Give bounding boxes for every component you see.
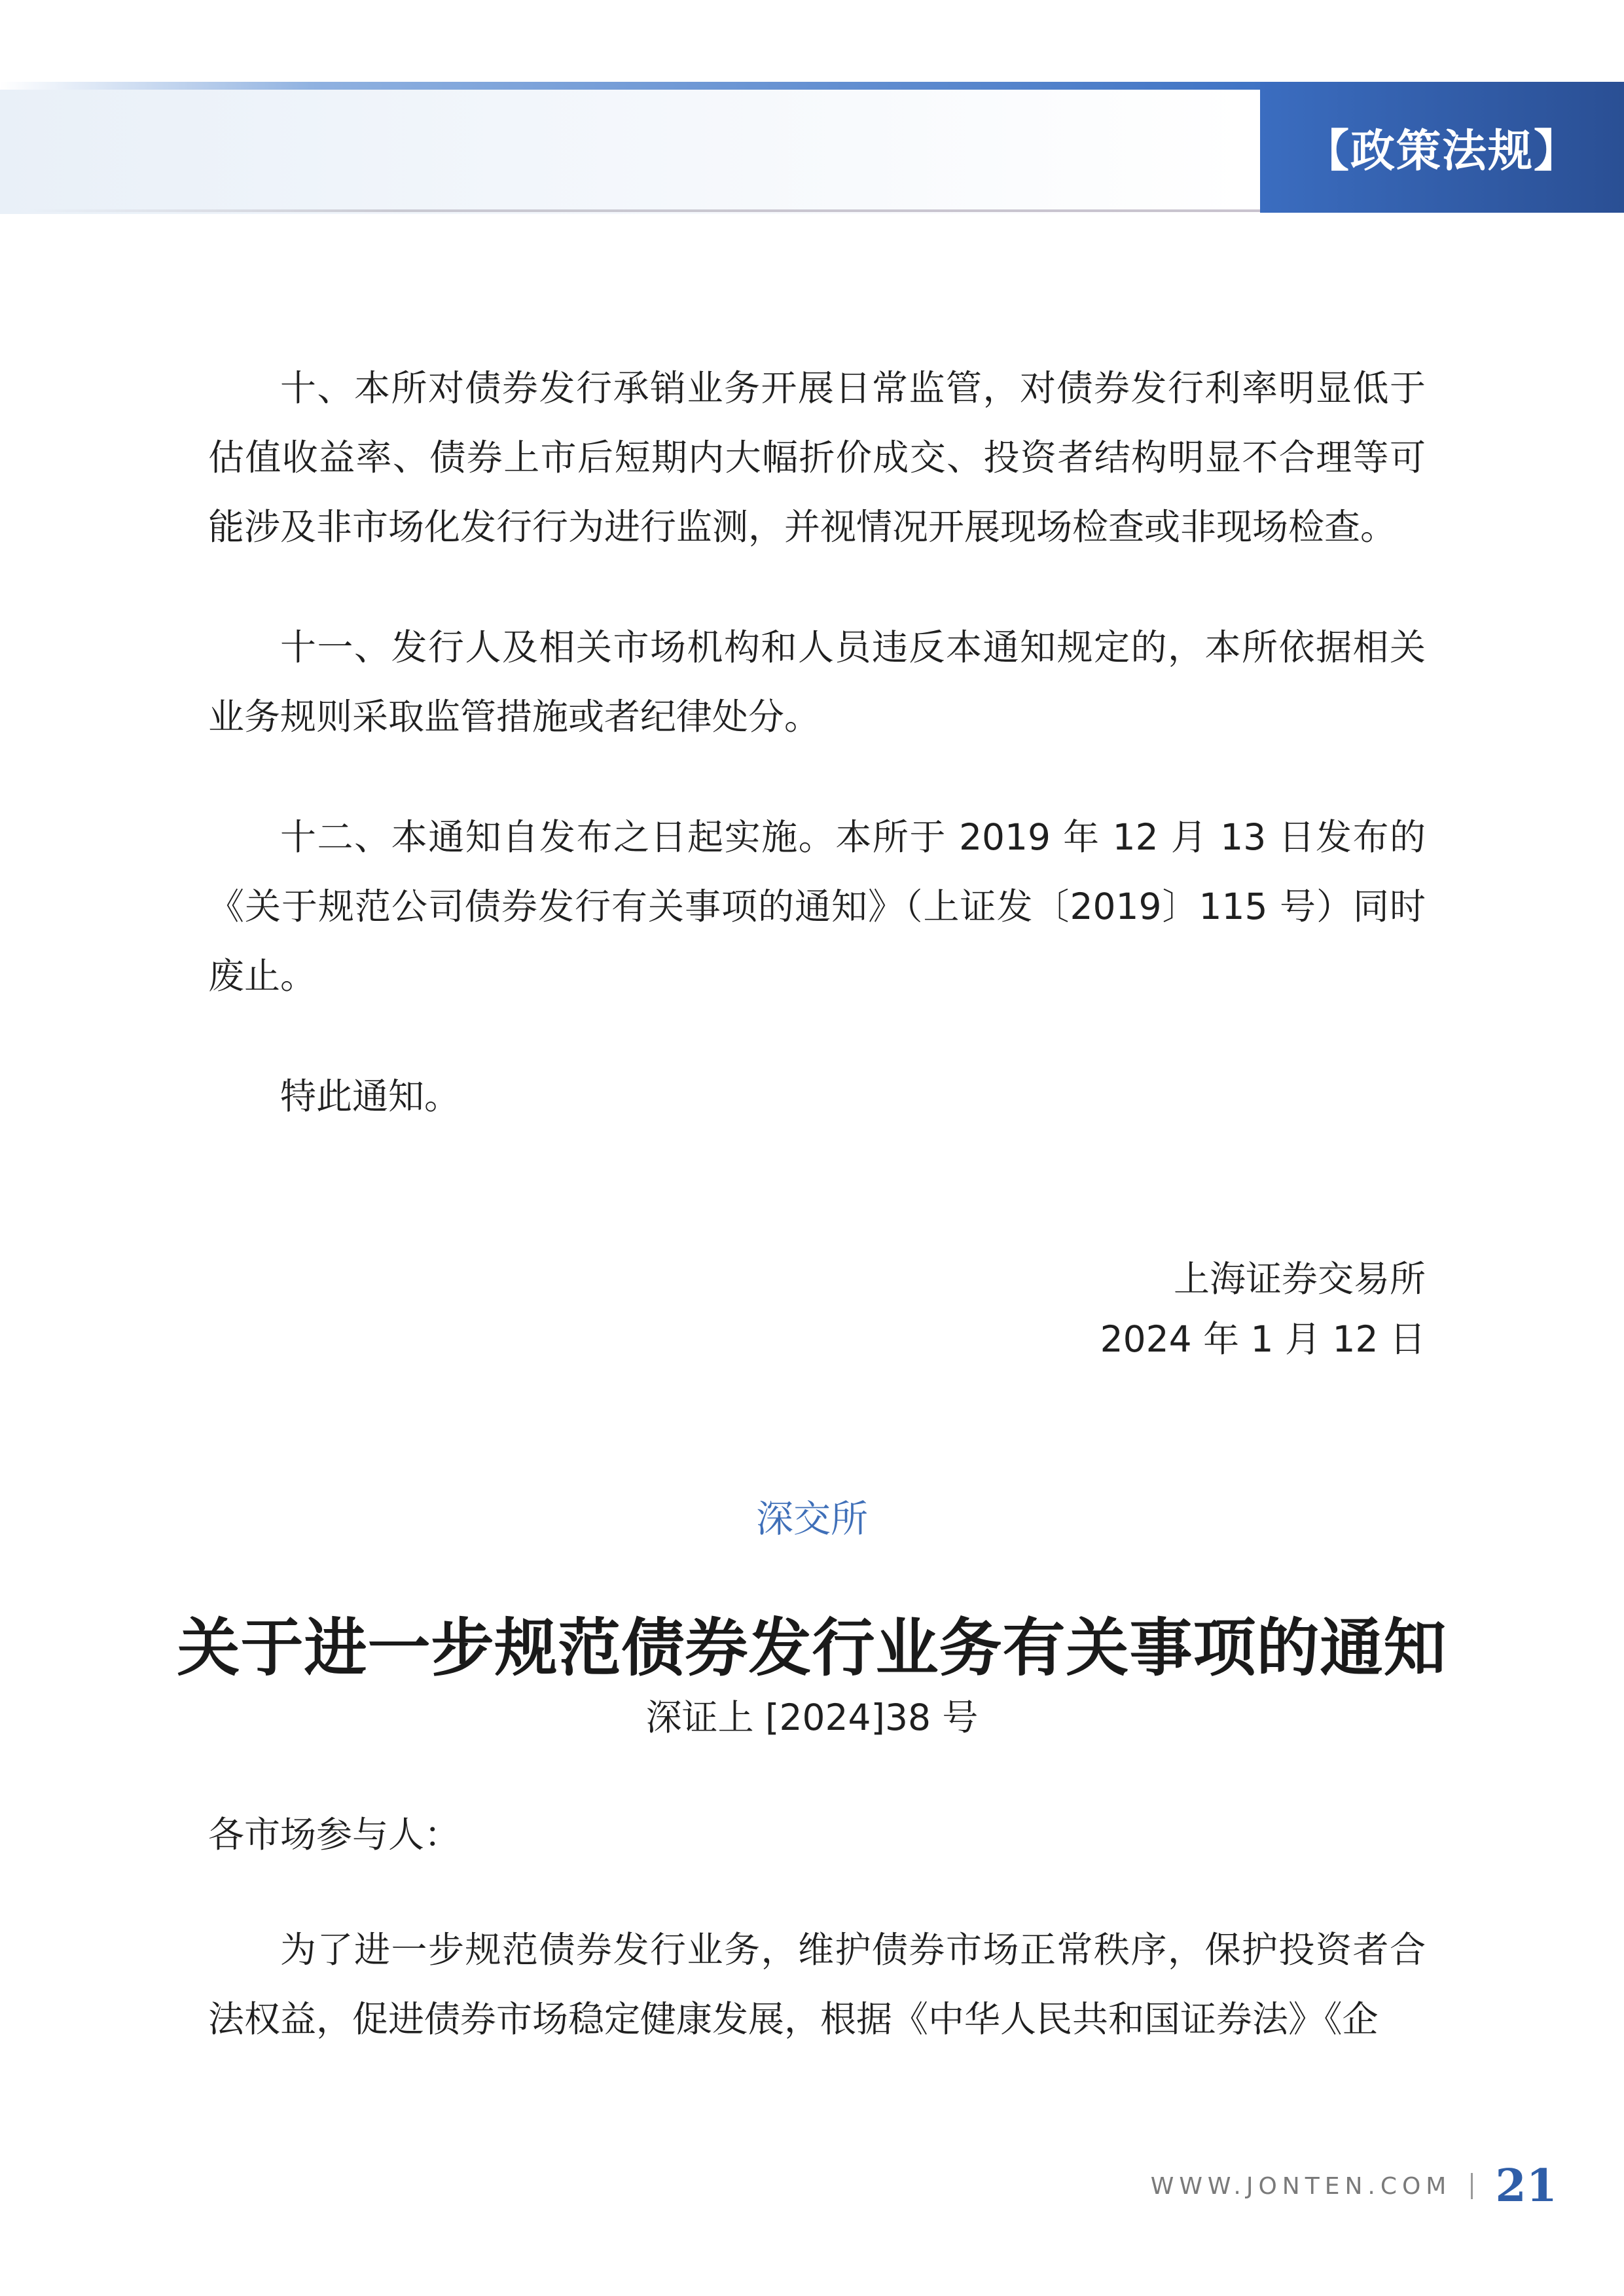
notice2-body — [208, 1800, 1426, 2054]
header-band — [0, 90, 1247, 214]
section-tab: 【政策法规】 — [1260, 82, 1624, 213]
footer-separator — [1471, 2173, 1473, 2199]
notice1-paragraph-12: 十二、本通知自发布之日起实施。本所于 2019 年 12 月 13 日发布的《关于规范公司债券发行有关事项的通知》（上证发〔2019〕115 号）同时废止。 — [208, 816, 1426, 997]
page-number: 21 — [1495, 2160, 1557, 2212]
footer-url: WWW.JONTEN.COM — [1150, 2172, 1452, 2200]
document-title: 关于进一步规范债券发行业务有关事项的通知 — [177, 1611, 1447, 1685]
notice1-paragraph-10: 十、本所对债券发行承销业务开展日常监管，对债券发行利率明显低于估值收益率、债券上市后短期内大幅折价成交、投资者结构明显不合理等可能涉及非市场化发行行为进行监测，并视情况开展现场检查或非现场检查。 — [208, 367, 1426, 548]
signature-date: 2024 年 1 月 12 日 — [1100, 1318, 1426, 1360]
notice1-body — [208, 353, 1426, 1369]
header-divider — [26, 209, 1260, 212]
notice1-closing: 特此通知。 — [280, 1075, 461, 1117]
notice1-paragraph-11: 十一、发行人及相关市场机构和人员违反本通知规定的，本所依据相关业务规则采取监管措施或者纪律处分。 — [208, 626, 1426, 738]
document-number: 深证上 [2024]38 号 — [645, 1696, 979, 1738]
footer — [1151, 2160, 1557, 2212]
notice2-paragraph: 为了进一步规范债券发行业务，维护债券市场正常秩序，保护投资者合法权益，促进债券市场稳定健康发展，根据《中华人民共和国证券法》《企 — [208, 1929, 1426, 2040]
salutation: 各市场参与人： — [208, 1814, 461, 1856]
signature-org: 上海证券交易所 — [1173, 1258, 1426, 1300]
org-label: 深交所 — [756, 1498, 868, 1541]
header-top-bar — [0, 82, 1260, 90]
